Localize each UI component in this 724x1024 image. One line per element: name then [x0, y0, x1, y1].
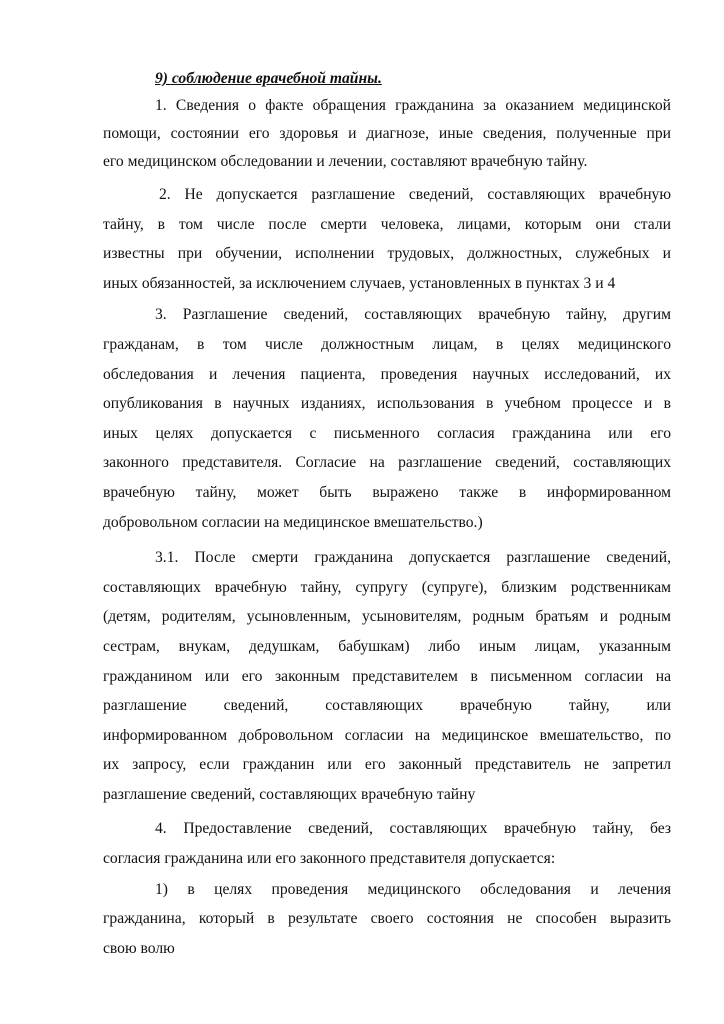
paragraph-line: 4. Предоставление сведений, составляющих врачебную тайну, без [155, 820, 671, 838]
paragraph-3 [103, 300, 671, 537]
paragraph-line: тайну, в том числе после смерти человека, лицами, которым они стали [103, 215, 671, 233]
paragraph-line: гражданином или его законным представителем в письменном согласии на [103, 667, 671, 685]
paragraph-line: 3. Разглашение сведений, составляющих врачебную тайну, другим [155, 306, 671, 324]
paragraph-line: его медицинском обследовании и лечении, составляют врачебную тайну. [103, 153, 588, 170]
section-heading: 9) соблюдение врачебной тайны. [155, 70, 382, 87]
paragraph-line: известны при обучении, исполнении трудовых, должностных, служебных и [103, 245, 671, 263]
paragraph-line: свою волю [103, 939, 175, 957]
paragraph-3-1 [103, 543, 671, 809]
paragraph-line: врачебную тайну, может быть выражено также в информированном [103, 483, 671, 501]
paragraph-line: добровольном согласии на медицинское вмешательство.) [103, 513, 483, 531]
paragraph-line: информированном добровольном согласии на медицинское вмешательство, по [103, 726, 671, 744]
paragraph-line: составляющих врачебную тайну, супругу (супруге), близким родственникам [103, 578, 671, 596]
paragraph-line: разглашение сведений, составляющих врачебную тайну, или [103, 697, 671, 715]
paragraph-line: 2. Не допускается разглашение сведений, составляющих врачебную [159, 186, 671, 203]
paragraph-line: (детям, родителям, усыновленным, усыновителям, родным братьям и родным [103, 608, 671, 626]
paragraph-line: опубликования в научных изданиях, использования в учебном процессе и в [103, 395, 671, 413]
document-page [103, 66, 671, 963]
paragraph-line: обследования и лечения пациента, проведения научных исследований, их [103, 365, 671, 383]
paragraph-line: сестрам, внукам, дедушкам, бабушкам) либо иным лицам, указанным [103, 637, 671, 655]
paragraph-line: иных целях допускается с письменного согласия гражданина или его [103, 424, 671, 442]
paragraph-line: согласия гражданина или его законного представителя допускается: [103, 850, 556, 868]
paragraph-line: 3.1. После смерти гражданина допускается разглашение сведений, [155, 549, 671, 567]
paragraph-line: законного представителя. Согласие на разглашение сведений, составляющих [103, 454, 671, 472]
paragraph-4 [103, 814, 671, 873]
paragraph-line: разглашение сведений, составляющих врачебную тайну [103, 785, 476, 803]
paragraph-4-1 [103, 875, 671, 964]
paragraph-line: их запросу, если гражданин или его законный представитель не запретил [103, 756, 671, 774]
paragraph-1 [103, 92, 671, 176]
paragraph-line: 1. Сведения о факте обращения гражданина за оказанием медицинской [155, 97, 671, 114]
paragraph-line: помощи, состоянии его здоровья и диагнозе, иные сведения, полученные при [103, 125, 671, 142]
paragraph-line: гражданам, в том числе должностным лицам, в целях медицинского [103, 335, 671, 353]
paragraph-line: иных обязанностей, за исключением случаев, установленных в пунктах 3 и 4 [103, 274, 616, 292]
paragraph-2 [103, 180, 671, 298]
paragraph-line: гражданина, который в результате своего состояния не способен выразить [103, 910, 671, 928]
paragraph-line: 1) в целях проведения медицинского обследования и лечения [155, 880, 671, 898]
